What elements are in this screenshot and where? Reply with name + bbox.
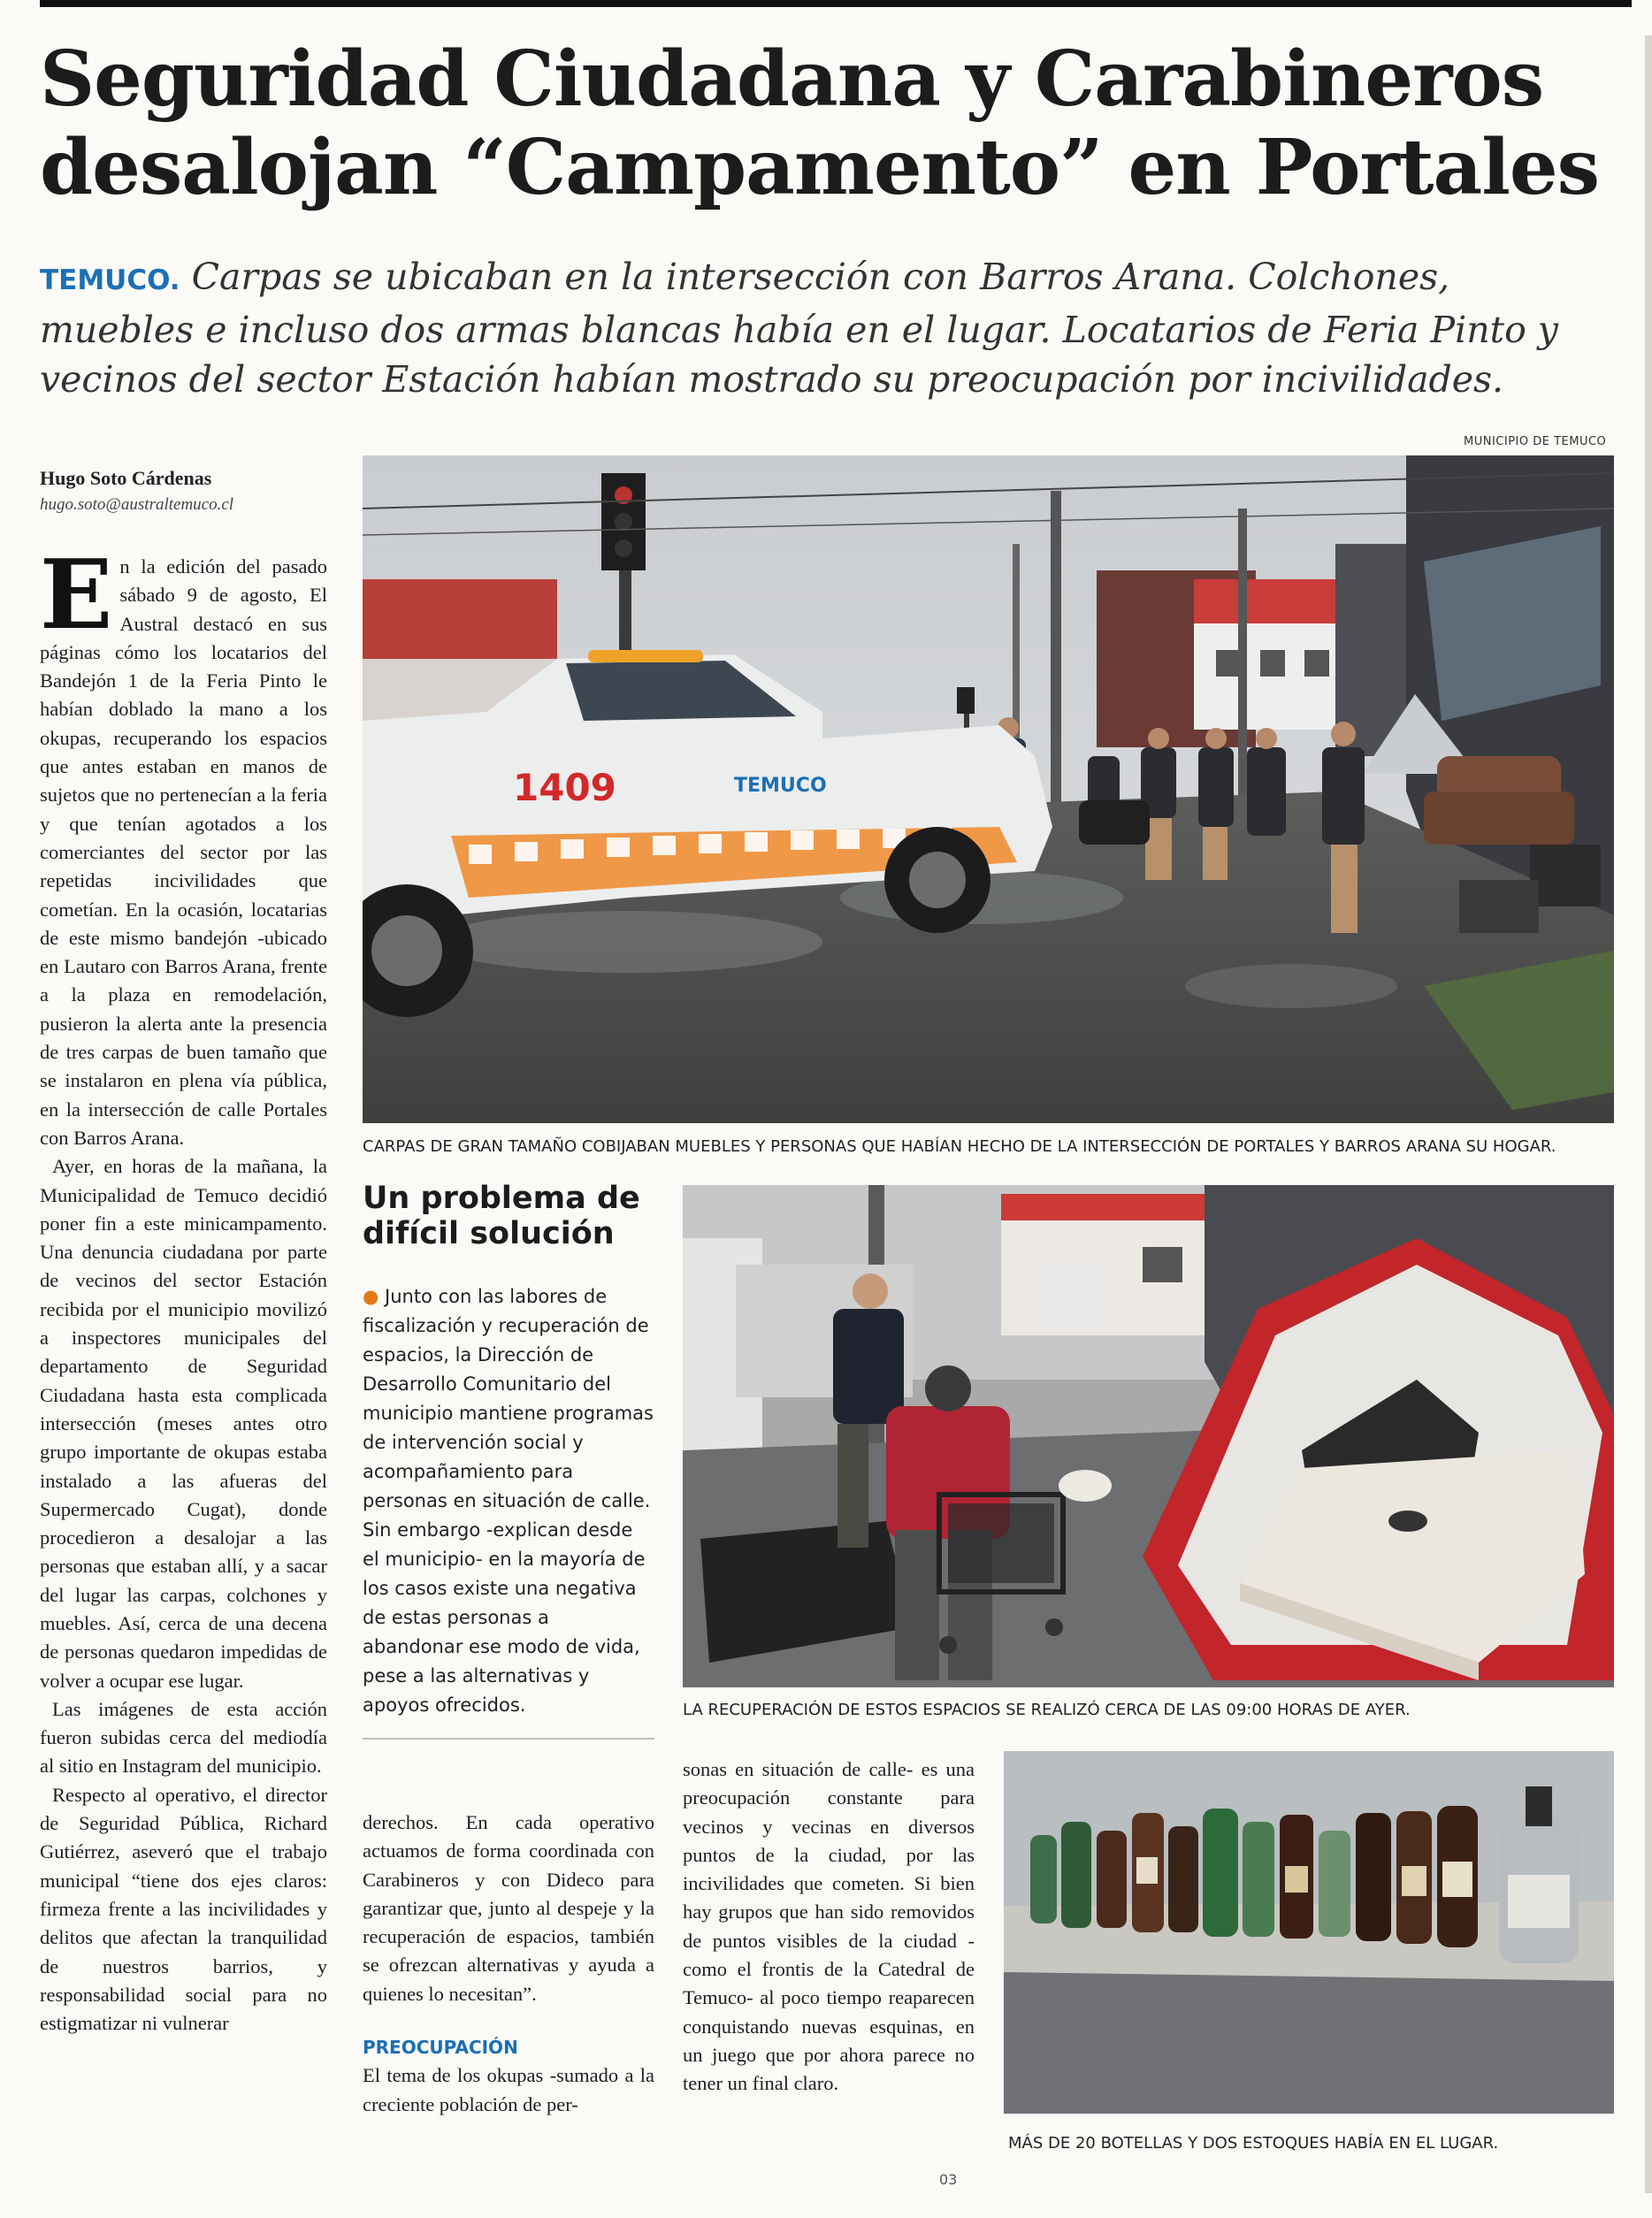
photo-tent-recovery-image — [683, 1185, 1614, 1687]
sidebar-divider — [363, 1738, 654, 1740]
article-column-3 — [683, 1755, 975, 2162]
deck — [40, 252, 1614, 404]
sidebar-title-line-2: difícil solución — [363, 1216, 615, 1251]
paragraph-4: Respecto al operativo, el director de Seguridad Pública, Richard Gutiérrez, aseveró que el trabajo municipal “tiene dos ejes claros: firmeza frente a las incivilidades y delitos que afectan la tranquilidad de nuestros barrios, y responsabilidad social para no estigmatizar ni vulnerar — [40, 1783, 327, 2035]
bullet-icon: ● — [363, 1286, 379, 1307]
headline — [40, 34, 1600, 212]
truck-logo-text: TEMUCO — [734, 775, 827, 797]
truck-number-text: 1409 — [513, 766, 616, 809]
photo-caption-3: MÁS DE 20 BOTELLAS Y DOS ESTOQUES HABÍA EN EL LUGAR. — [1008, 2134, 1499, 2153]
photo-credit: MUNICIPIO DE TEMUCO — [1464, 435, 1607, 448]
adjacent-page-edge — [1645, 35, 1652, 2193]
paragraph-1: n la edición del pasado sábado 9 de agosto, El Austral destacó en sus páginas cómo los locatarios del Bandejón 1 de la Feria Pinto le habían doblado la mano a los okupas, recuperando los espacios que antes estaban en manos de sujetos que no pertenecían a la feria y que tenían agotados a los comerciantes del sector por las repetidas incivilidades que cometían. En la ocasión, locatarias de este mismo bandejón -ubicado en Lautaro con Barros Arana, frente a la plaza en remodelación, pusieron la alerta ante la presencia de tres carpas de buen tamaño que se instalaron en plena vía pública, en la intersección de calle Portales con Barros Arana. — [40, 555, 327, 1149]
photo-bottles-image — [1004, 1751, 1614, 2114]
dateline-city: TEMUCO. — [40, 264, 180, 296]
photo-caption-2: LA RECUPERACIÓN DE ESTOS ESPACIOS SE REALIZÓ CERCA DE LAS 09:00 HORAS DE AYER. — [683, 1701, 1411, 1719]
drop-cap: E — [40, 553, 113, 651]
byline-email[interactable]: hugo.soto@australtemuco.cl — [40, 495, 234, 514]
top-rule — [40, 0, 1632, 7]
sidebar-title — [363, 1181, 663, 1251]
end-mark: 03 — [939, 2171, 958, 2188]
photo-bottles — [1004, 1751, 1614, 2114]
article-column-2 — [363, 1809, 654, 2198]
sidebar-title-line-1: Un problema de — [363, 1181, 640, 1216]
deck-line-2: muebles e incluso dos armas blancas había en el lugar. Locatarios de Feria Pinto y — [40, 309, 1558, 351]
photo-tent-recovery — [683, 1185, 1614, 1687]
section-heading: PREOCUPACIÓN — [363, 2037, 518, 2059]
sidebar-text: Junto con las labores de fiscalización y recuperación de espacios, la Dirección de Desarrollo Comunitario del municipio mantiene programas de intervención social y acompañamiento para personas en situación de calle. Sin embargo -explican desde el municipio- en la mayoría de los casos existe una negativa de estas personas a abandonar ese modo de vida, pese a las alternativas y apoyos ofrecidos. — [363, 1286, 654, 1716]
photo-caption-1: CARPAS DE GRAN TAMAÑO COBIJABAN MUEBLES Y PERSONAS QUE HABÍAN HECHO DE LA INTERSECCIÓN DE PORTALES Y BARROS ARANA SU HOGAR. — [363, 1137, 1556, 1156]
deck-line-3: vecinos del sector Estación habían mostrado su preocupación por incivilidades. — [40, 358, 1504, 401]
sidebar-body — [363, 1282, 654, 1720]
deck-line-1: Carpas se ubicaban en la intersección con Barros Arana. Colchones, — [191, 256, 1450, 298]
byline-name: Hugo Soto Cárdenas — [40, 467, 212, 489]
paragraph-2: Ayer, en horas de la mañana, la Municipalidad de Temuco decidió poner fin a este minicampamento. Una denuncia ciudadana por parte de vecinos del sector Estación recibida por el municipio movilizó a inspectores municipales del departamento de Seguridad Ciudadana hasta esta complicada intersección (meses antes otro grupo importante de okupas estaba instalado a las afueras del Supermercado Cugat), donde procedieron a desalojar a las personas que estaban allí, y a sacar del lugar las carpas, colchones y muebles. Así, cerca de una decena de personas quedaron impedidas de volver a ocupar ese lugar. — [40, 1155, 327, 1692]
paragraph-7: sonas en situación de calle- es una preocupación constante para vecinos y vecinas en diversos puntos de la ciudad, por las incivilidades que cometen. Si bien hay grupos que han sido removidos de puntos visibles de la ciudad -como el frontis de la Catedral de Temuco- al poco tiempo reaparecen conquistando nuevas esquinas, en un juego que por ahora parece no tener un final claro. — [683, 1758, 975, 2095]
photo-street-eviction — [363, 455, 1614, 1123]
photo-street-eviction-image — [363, 455, 1614, 1123]
paragraph-5: derechos. En cada operativo actuamos de forma coordinada con Carabineros y con Dideco para garantizar que, junto al despeje y la recuperación de espacios, también se ofrezcan alternativas y ayuda a quienes lo necesitan”. — [363, 1811, 654, 2005]
article-column-1 — [40, 553, 327, 2198]
paragraph-3: Las imágenes de esta acción fueron subidas cerca del mediodía al sitio en Instagram del municipio. — [40, 1697, 327, 1778]
headline-line-1: Seguridad Ciudadana y Carabineros — [40, 34, 1544, 124]
paragraph-6: El tema de los okupas -sumado a la creciente población de per- — [363, 2064, 654, 2115]
headline-line-2: desalojan “Campamento” en Portales — [40, 123, 1600, 212]
